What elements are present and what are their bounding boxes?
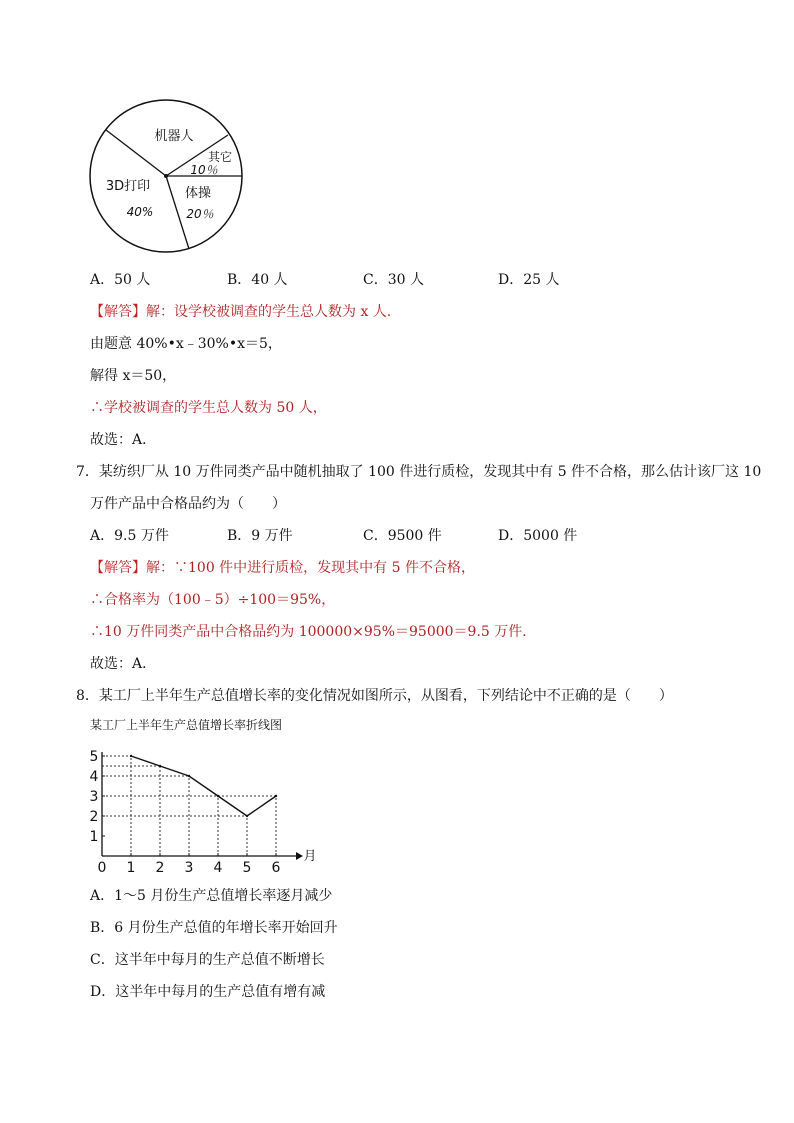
q8-option-c: C．这半年中每月的生产总值不断增长: [90, 952, 325, 968]
q7-answer-text-1: 解：∵100 件中进行质检，发现其中有 5 件不合格，: [146, 560, 475, 576]
q7-answer-line-1: [90, 558, 475, 578]
q7-answer-line-3: ∴10 万件同类产品中合格品约为 100000×95%＝95000＝9.5 万件．: [90, 624, 537, 640]
y-tick-label: 4: [89, 769, 99, 785]
q6-option-a: A．50 人: [90, 272, 151, 288]
q7-answer-line-2: ∴合格率为（100﹣5）÷100＝95%，: [90, 592, 336, 608]
x-axis-label: 月: [303, 849, 317, 864]
line-chart-title: 某工厂上半年生产总值增长率折线图: [90, 718, 283, 732]
data-point: [275, 795, 277, 797]
q6-answer-line-5: 故选：A．: [90, 432, 157, 448]
q7-answer-line-4: 故选：A．: [90, 656, 157, 672]
q7-stem-line-1: 7．某纺织厂从 10 万件同类产品中随机抽取了 100 件进行质检，发现其中有 5 件不合格，那么估计该厂这 10: [76, 464, 762, 480]
q8-stem: 8．某工厂上半年生产总值增长率的变化情况如图所示，从图看，下列结论中不正确的是（ ）: [76, 688, 673, 704]
x-tick-label: 6: [271, 860, 281, 876]
data-point: [188, 775, 190, 777]
q6-answer-line-2: 由题意 40%•x﹣30%•x＝5，: [90, 336, 282, 352]
data-point: [159, 765, 161, 767]
q7-option-d: D．5000 件: [498, 528, 578, 544]
y-tick-label: 1: [89, 829, 99, 845]
q6-answer-line-1: [90, 302, 391, 322]
y-tick-label: 2: [89, 809, 99, 825]
pie-label-other-pct: 10％: [190, 163, 218, 177]
pie-label-robot: 机器人: [154, 129, 194, 144]
pie-label-3d-pct: 40%: [126, 205, 154, 219]
x-tick-label: 3: [184, 860, 194, 876]
x-tick-label: 4: [213, 860, 223, 876]
series-line: [131, 756, 276, 816]
line-chart: [84, 736, 317, 880]
q6-answer-line-3: 解得 x＝50，: [90, 368, 177, 384]
q7-option-a: A．9.5 万件: [90, 528, 169, 544]
pie-label-gym-pct: 20％: [186, 207, 214, 221]
data-point: [217, 795, 219, 797]
pie-chart: [88, 98, 244, 254]
x-tick-label: 0: [97, 860, 107, 876]
q8-option-b: B．6 月份生产总值的年增长率开始回升: [90, 920, 338, 936]
x-axis-arrow: [296, 852, 303, 860]
q6-option-d: D．25 人: [498, 272, 560, 288]
q7-answer-tag: 【解答】: [90, 560, 146, 576]
q7-option-c: C．9500 件: [363, 528, 442, 544]
q7-stem-line-2: 万件产品中合格品约为（ ）: [90, 496, 286, 512]
pie-label-gym: 体操: [184, 186, 212, 201]
y-tick-label: 5: [89, 749, 99, 765]
pie-label-3d: 3D打印: [105, 179, 151, 194]
y-tick-label: 3: [89, 789, 99, 805]
q6-option-c: C．30 人: [363, 272, 424, 288]
q6-answer-tag: 【解答】: [90, 304, 146, 320]
x-tick-label: 2: [155, 860, 165, 876]
data-point: [130, 755, 132, 757]
x-tick-label: 1: [126, 860, 136, 876]
pie-center: [164, 174, 168, 178]
q8-option-d: D．这半年中每月的生产总值有增有减: [90, 984, 326, 1000]
q7-option-b: B．9 万件: [227, 528, 293, 544]
q6-answer-line-4: ∴学校被调查的学生总人数为 50 人，: [90, 400, 327, 416]
q6-answer-text-1: 解：设学校被调查的学生总人数为 x 人.: [146, 304, 392, 320]
q8-option-a: A．1～5 月份生产总值增长率逐月减少: [90, 888, 333, 904]
data-point: [246, 815, 248, 817]
q6-option-b: B．40 人: [227, 272, 288, 288]
pie-label-other: 其它: [207, 150, 233, 164]
x-tick-label: 5: [242, 860, 252, 876]
